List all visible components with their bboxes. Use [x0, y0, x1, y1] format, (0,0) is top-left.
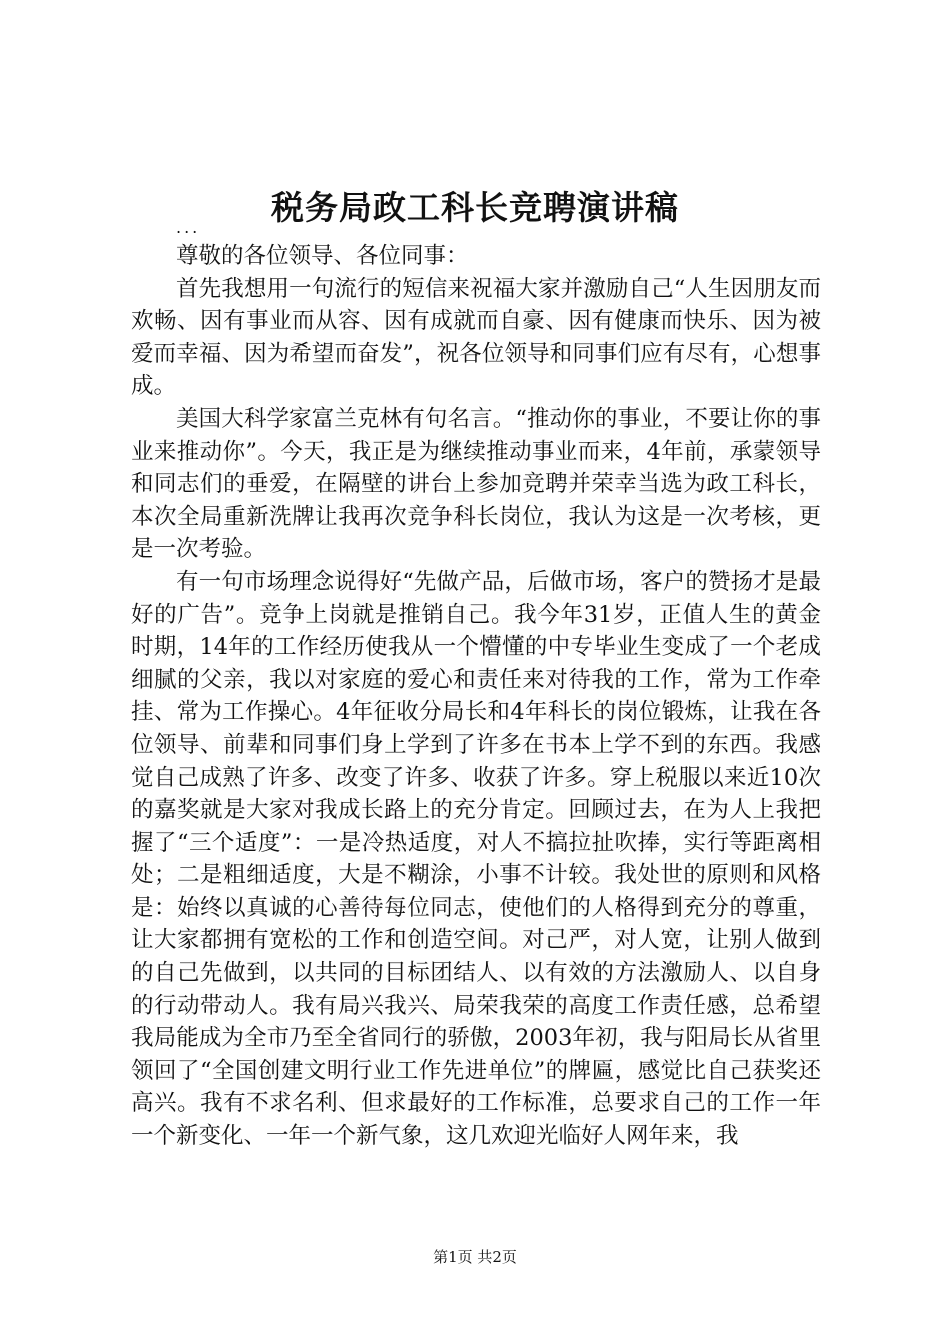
body-paragraph: 首先我想用一句流行的短信来祝福大家并激励自己“人生因朋友而欢畅、因有事业而从容、因有成就而自豪、因有健康而快乐、因为被爱而幸福、因为希望而奋发”，祝各位领导和同事们应有尽有，心想事成。 [131, 275, 821, 400]
page-footer: 第1页 共2页 [433, 1248, 517, 1266]
salutation-paragraph: 尊敬的各位领导、各位同事： [176, 243, 469, 269]
body-paragraph: 美国大科学家富兰克林有句名言。“推动你的事业，不要让你的事业来推动你”。今天，我正是为继续推动事业而来，4年前，承蒙领导和同志们的垂爱，在隔壁的讲台上参加竞聘并荣幸当选为政工科长，本次全局重新洗牌让我再次竞争科长岗位，我认为这是一次考核，更是一次考验。 [131, 405, 821, 563]
ellipsis-mark: ... [176, 218, 201, 237]
document-title: 税务局政工科长竞聘演讲稿 [271, 188, 679, 227]
document-body [131, 240, 821, 1153]
body-paragraph: 有一句市场理念说得好“先做产品，后做市场，客户的赞扬才是最好的广告”。竞争上岗就是推销自己。我今年31岁，正值人生的黄金时期，14年的工作经历使我从一个懵懂的中专毕业生变成了一个老成细腻的父亲，我以对家庭的爱心和责任来对待我的工作，常为工作牵挂、常为工作操心。4年征收分局长和4年科长的岗位锻炼，让我在各位领导、前辈和同事们身上学到了许多在书本上学不到的东西。我感觉自己成熟了许多、改变了许多、收获了许多。穿上税服以来近10次的嘉奖就是大家对我成长路上的充分肯定。回顾过去，在为人上我把握了“三个适度”：一是冷热适度，对人不搞拉扯吹捧，实行等距离相处；二是粗细适度，大是不糊涂，小事不计较。我处世的原则和风格是：始终以真诚的心善待每位同志，使他们的人格得到充分的尊重，让大家都拥有宽松的工作和创造空间。对己严，对人宽，让别人做到的自己先做到，以共同的目标团结人、以有效的方法激励人、以自身的行动带动人。我有局兴我兴、局荣我荣的高度工作责任感，总希望我局能成为全市乃至全省同行的骄傲，2003年初，我与阳局长从省里领回了“全国创建文明行业工作先进单位”的牌匾，感觉比自己获奖还高兴。我有不求名利、但求最好的工作标准，总要求自己的工作一年一个新变化、一年一个新气象，这几欢迎光临好人网年来，我 [131, 568, 821, 1150]
